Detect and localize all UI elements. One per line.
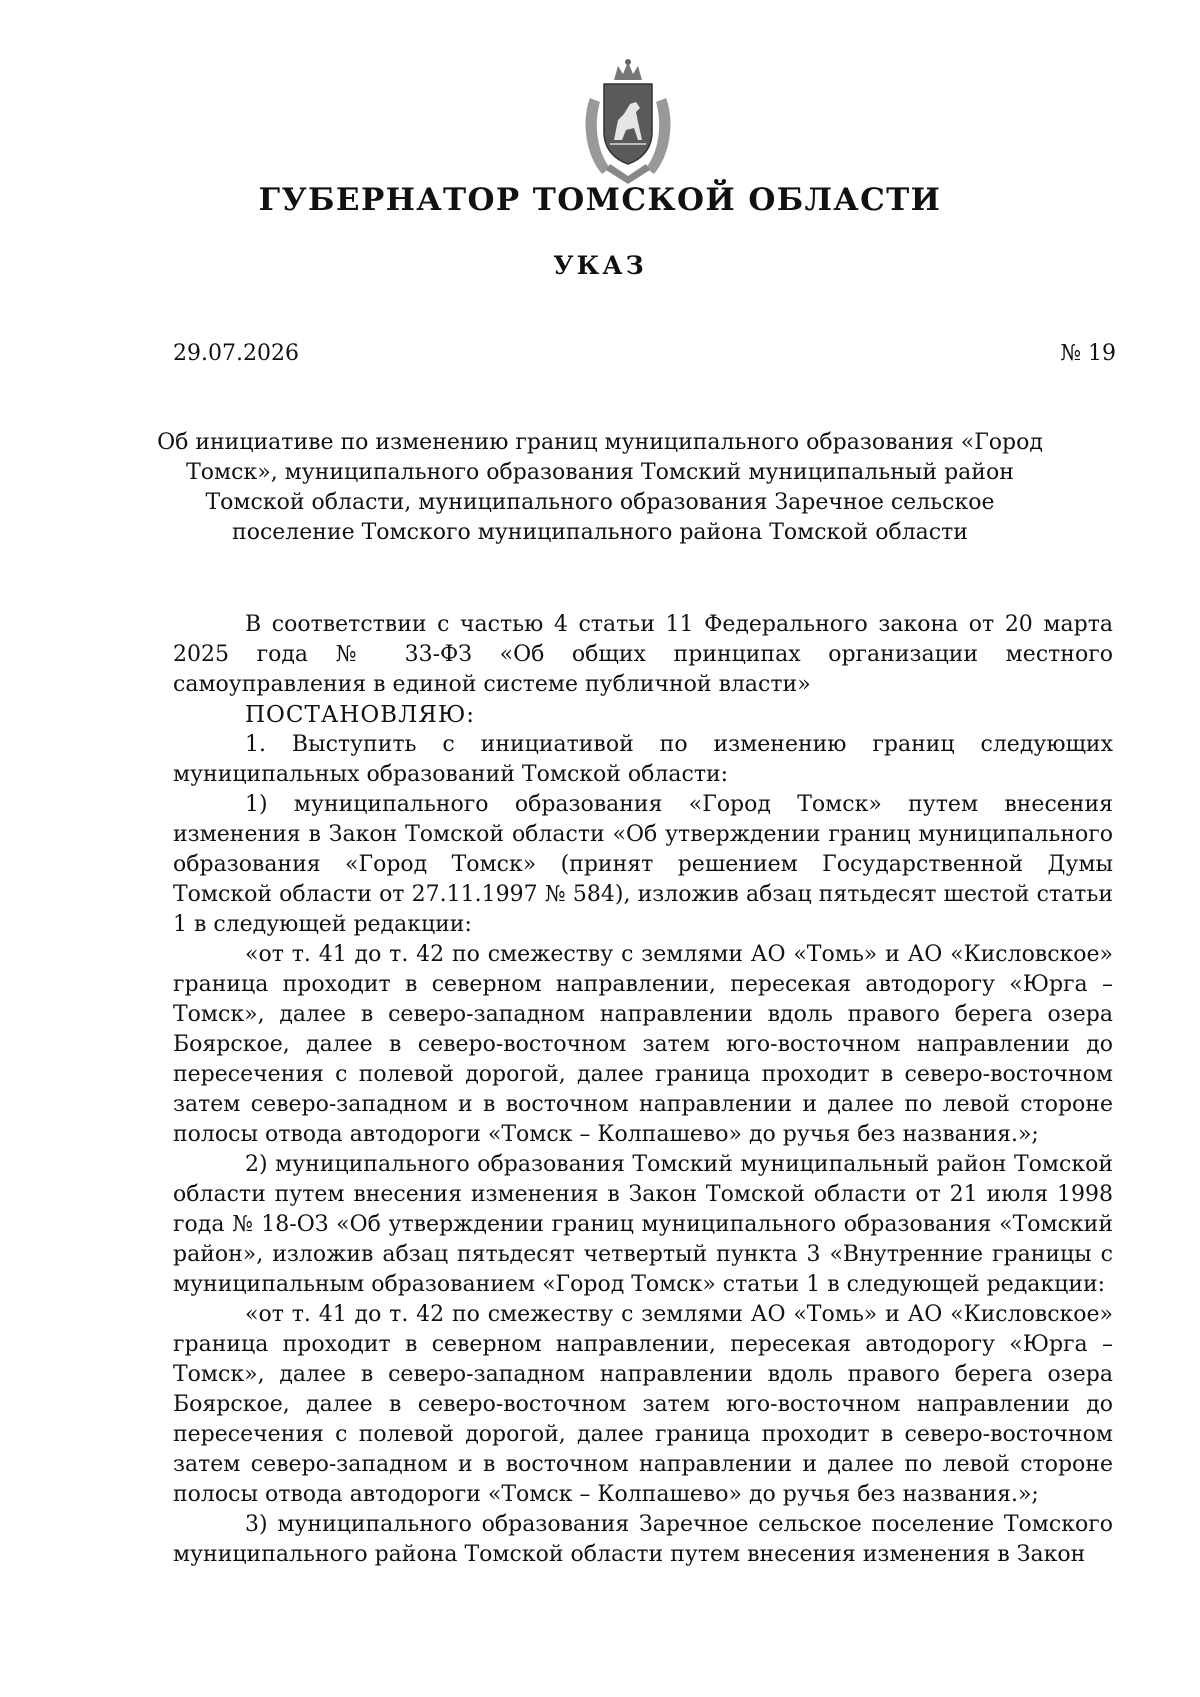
subclause-1-2: 2) муниципального образования Томский муниципальный район Томской области путем внесения изменения в Закон Томской области от 21 июля 1998 года № 18-ОЗ «Об утверждении границ муниципального образования «Томский район», изложив абзац пятьдесят четвертый пункта 3 «Внутренние границы с муниципальным образованием «Город Томск» статьи 1 в следующей редакции: [173,1152,1113,1297]
document-title: Об инициативе по изменению границ муниципального образования «Город Томск», муниципального образования Томский муниципальный район Томской области, муниципального образования Заречное сельское поселение Томского муниципального района Томской области [157,430,1043,545]
coat-of-arms-icon [576,58,680,188]
coat-of-arms-emblem [576,58,680,188]
preamble-paragraph: В соответствии с частью 4 статьи 11 Федерального закона от 20 марта 2025 года № 33-ФЗ «Об общих принципах организации местного самоуправления в единой системе публичной власти» [173,612,1113,697]
document-date: 29.07.2026 [173,341,299,366]
decree-word: ПОСТАНОВЛЯЮ: [245,702,476,728]
subclause-1-1: 1) муниципального образования «Город Томск» путем внесения изменения в Закон Томской области «Об утверждении границ муниципального образования «Город Томск» (принят решением Государственной Думы Томской области от 27.11.1997 № 584), изложив абзац пятьдесят шестой статьи 1 в следующей редакции: [173,792,1113,937]
document-number: № 19 [1060,341,1116,366]
clause-1: 1. Выступить с инициативой по изменению границ следующих муниципальных образований Томской области: [173,732,1113,787]
quoted-text-1: «от т. 41 до т. 42 по смежеству с землями АО «Томь» и АО «Кисловское» граница проходит в северном направлении, пересекая автодорогу «Юрга – Томск», далее в северо-западном направлении вдоль правого берега озера Боярское, далее в северо-восточном затем юго-восточном направлении до пересечения с полевой дорогой, далее граница проходит в северо-восточном затем северо-западном и в восточном направлении и далее по левой стороне полосы отвода автодороги «Томск – Колпашево» до ручья без названия.»; [173,942,1113,1147]
document-type-heading: УКАЗ [553,251,647,280]
subclause-1-3: 3) муниципального образования Заречное сельское поселение Томского муниципального района Томской области путем внесения изменения в Закон [173,1512,1113,1567]
quoted-text-2: «от т. 41 до т. 42 по смежеству с землями АО «Томь» и АО «Кисловское» граница проходит в северном направлении, пересекая автодорогу «Юрга – Томск», далее в северо-западном направлении вдоль правого берега озера Боярское, далее в северо-восточном затем юго-восточном направлении до пересечения с полевой дорогой, далее граница проходит в северо-восточном затем северо-западном и в восточном направлении и далее по левой стороне полосы отвода автодороги «Томск – Колпашево» до ручья без названия.»; [173,1302,1113,1507]
issuing-authority-heading: ГУБЕРНАТОР ТОМСКОЙ ОБЛАСТИ [258,182,942,218]
document-body [173,610,1113,1570]
